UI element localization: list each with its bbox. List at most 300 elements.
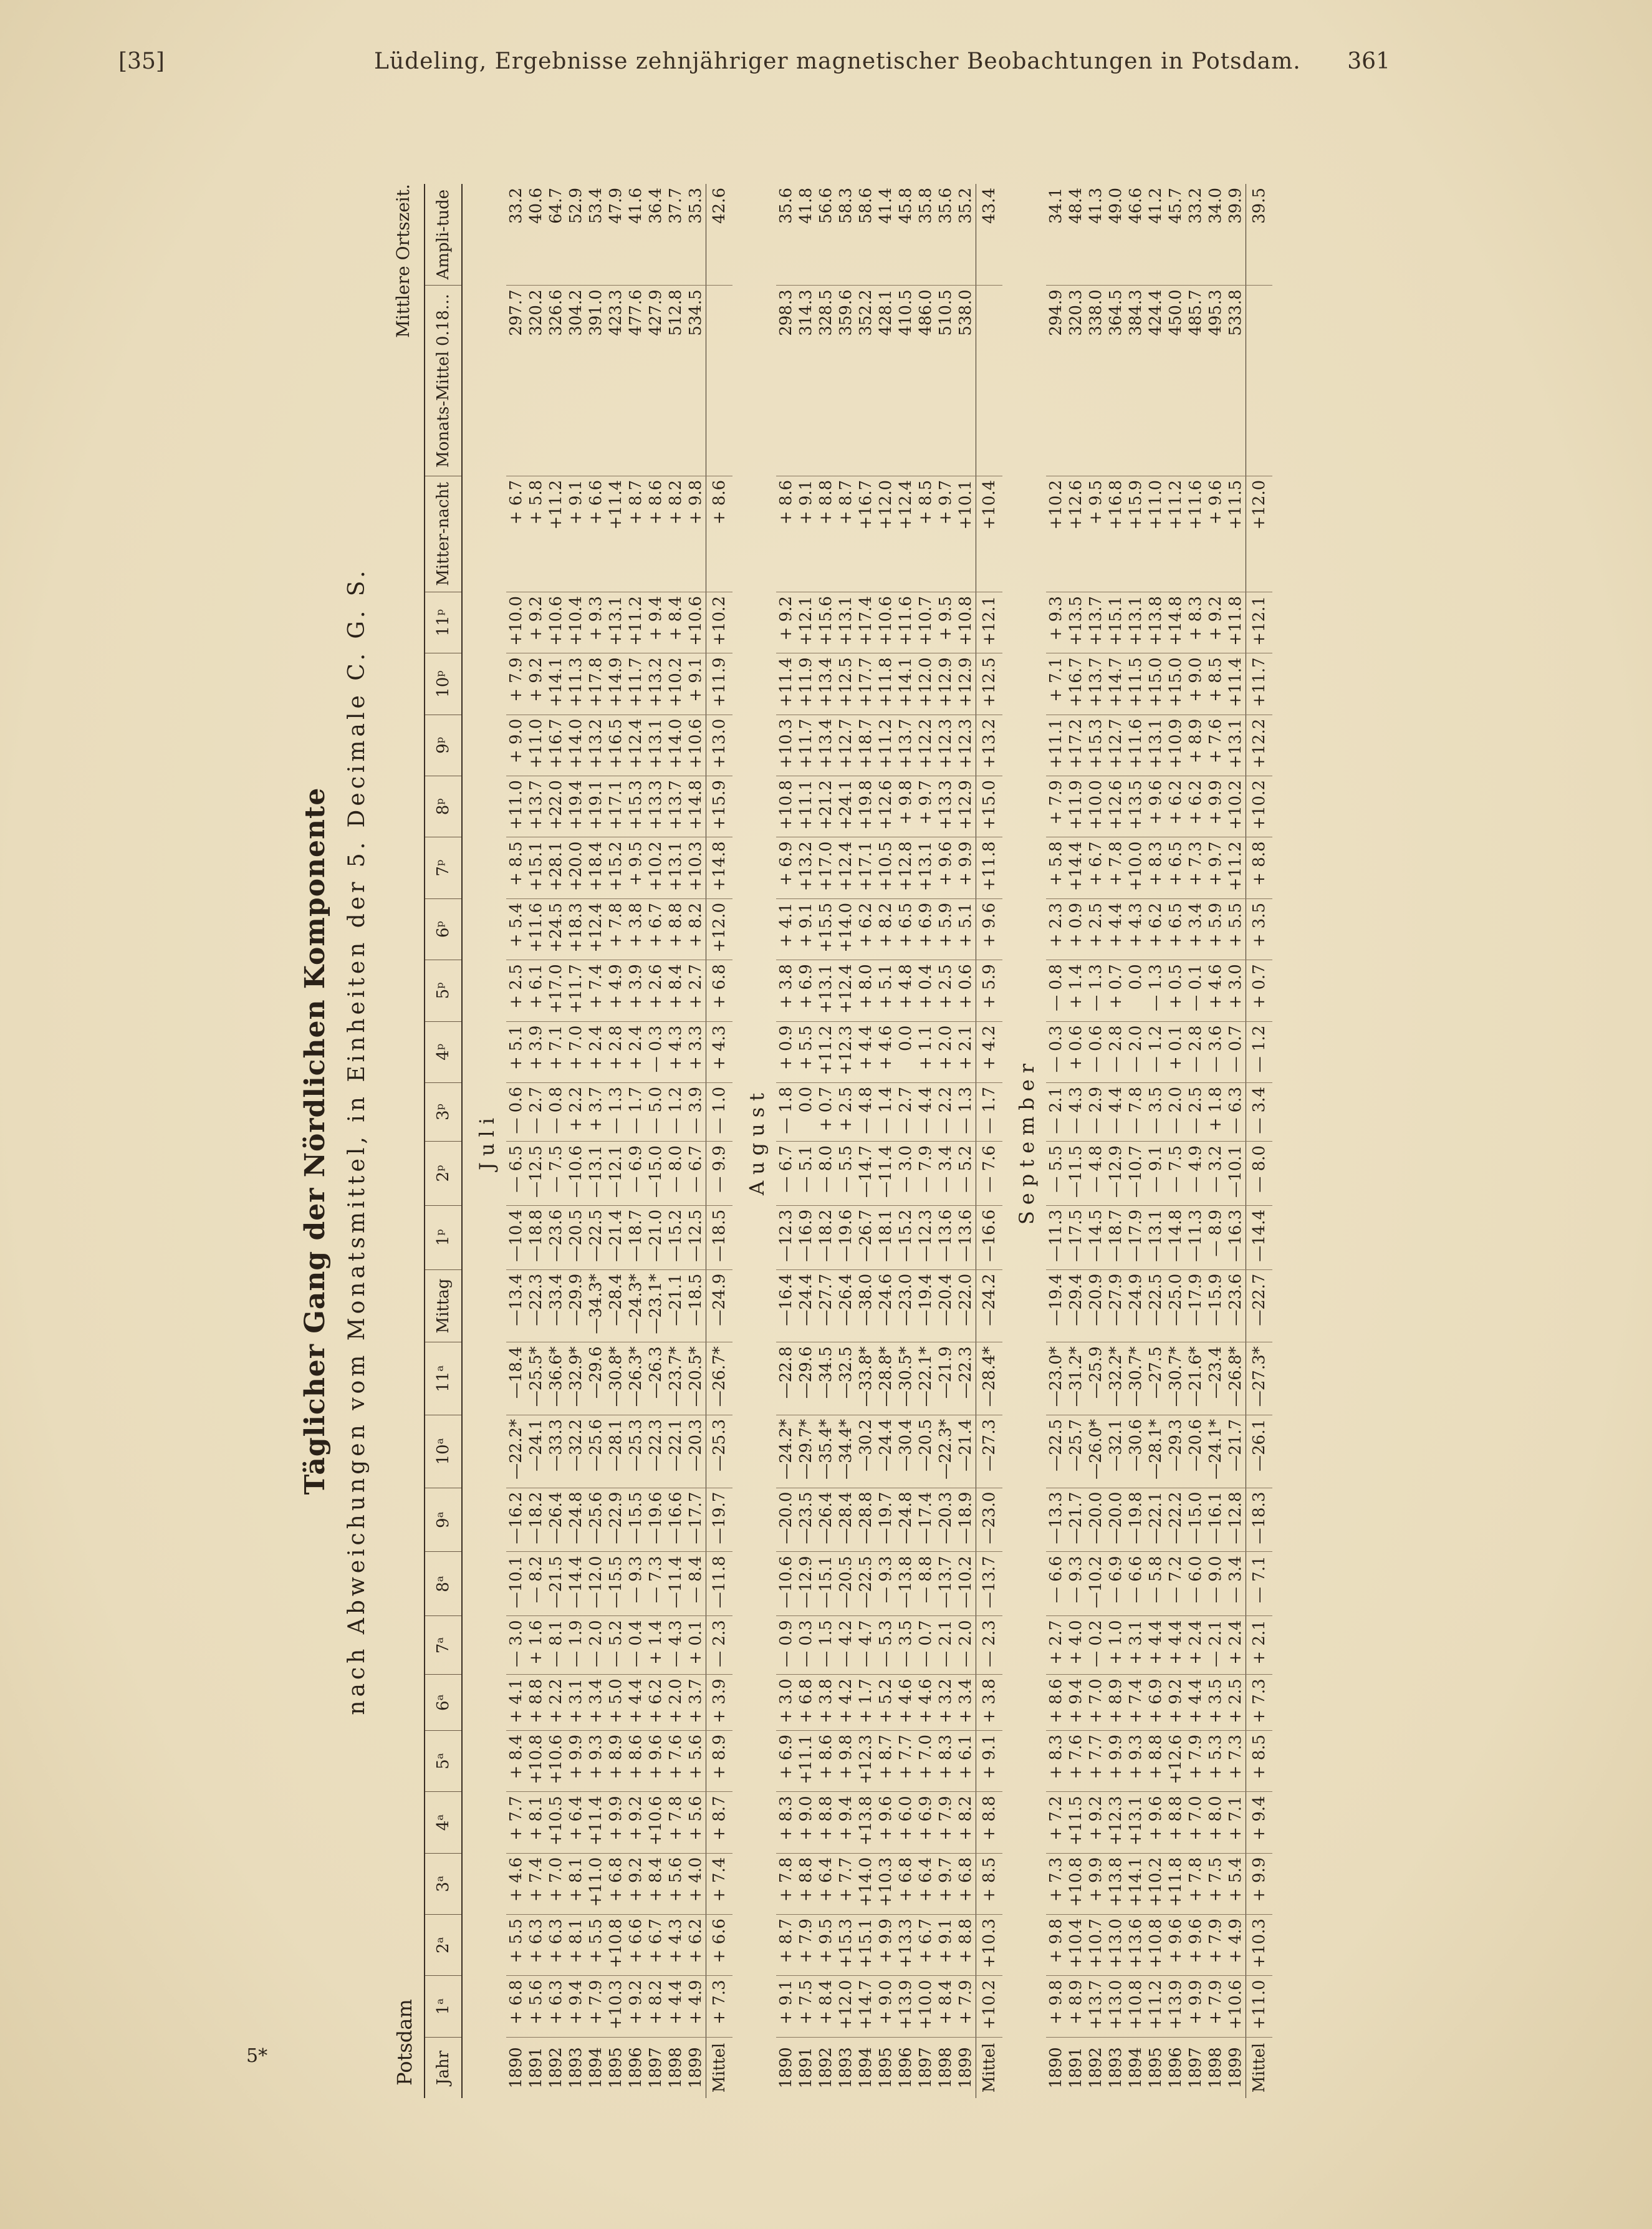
table-cell: + 3.1 xyxy=(1126,1616,1146,1675)
table-cell: +17.2 xyxy=(1066,715,1086,776)
table-cell: — 2.7 xyxy=(896,1083,916,1142)
table-title: Täglicher Gang der Nördlichen Komponente xyxy=(299,787,331,1495)
table-cell: +12.1 xyxy=(796,592,816,653)
table-cell: + 4.6 xyxy=(896,1675,916,1731)
table-cell: + 3.4 xyxy=(1186,898,1206,960)
row-label: 1899 xyxy=(1226,2037,1246,2098)
table-cell: +14.0 xyxy=(856,1853,876,1914)
table-cell: —22.5 xyxy=(1146,1269,1166,1342)
table-cell: + 8.6 xyxy=(646,476,666,592)
column-header: 5ᵃ xyxy=(425,1730,462,1791)
table-cell: +12.4 xyxy=(896,476,916,592)
table-cell: + 2.2 xyxy=(566,1083,586,1142)
table-cell: +10.6 xyxy=(546,1730,566,1791)
table-cell: —34.3* xyxy=(586,1269,606,1342)
table-row xyxy=(896,184,916,2098)
table-cell: — 4.7 xyxy=(856,1616,876,1675)
table-cell: +12.2 xyxy=(1246,715,1273,776)
table-cell: —30.4 xyxy=(896,1415,916,1488)
station-label: Potsdam xyxy=(393,1999,416,2086)
table-cell: + 3.2 xyxy=(936,1675,956,1731)
table-cell: + 6.7 xyxy=(646,1915,666,1976)
table-cell: —21.5 xyxy=(546,1552,566,1616)
table-row xyxy=(646,184,666,2098)
table-cell: +11.4 xyxy=(586,1792,606,1853)
table-cell: + 7.9 xyxy=(586,1976,606,2037)
table-cell: + 5.3 xyxy=(1206,1730,1226,1791)
table-cell: —19.7 xyxy=(706,1488,733,1552)
table-cell: —22.7 xyxy=(1246,1269,1273,1342)
table-cell: +12.9 xyxy=(936,653,956,715)
table-cell: +14.8 xyxy=(686,776,706,837)
table-cell: —29.6 xyxy=(796,1342,816,1415)
table-cell: + 3.1 xyxy=(566,1675,586,1731)
table-cell: —29.4 xyxy=(1066,1269,1086,1342)
table-cell: +12.5 xyxy=(976,653,1003,715)
table-cell: +22.0 xyxy=(546,776,566,837)
table-cell: — 3.0 xyxy=(506,1616,526,1675)
table-cell: + 6.3 xyxy=(546,1976,566,2037)
table-cell: + 8.1 xyxy=(566,1853,586,1914)
table-cell: —32.1 xyxy=(1106,1415,1126,1488)
table-cell: 0.0 xyxy=(896,1021,916,1082)
table-cell: +10.8 xyxy=(526,1730,546,1791)
table-cell: + 9.9 xyxy=(1206,776,1226,837)
table-cell: + 9.9 xyxy=(1246,1853,1273,1914)
row-label: 1892 xyxy=(546,2037,566,2098)
mean-row xyxy=(976,184,1003,2098)
table-cell: + 8.4 xyxy=(506,1730,526,1791)
table-cell: + 6.2 xyxy=(646,1675,666,1731)
table-cell: —23.1* xyxy=(646,1269,666,1342)
table-cell: + 6.1 xyxy=(956,1730,976,1791)
table-cell: —11.5 xyxy=(1066,1142,1086,1206)
table-cell: +12.4 xyxy=(836,837,856,898)
table-cell: +19.8 xyxy=(856,776,876,837)
table-cell: +12.6 xyxy=(1166,1730,1186,1791)
table-row xyxy=(1186,184,1206,2098)
table-cell: + 2.4 xyxy=(586,1021,606,1082)
table-cell: —32.2 xyxy=(566,1415,586,1488)
table-row xyxy=(566,184,586,2098)
table-cell: —27.5 xyxy=(1146,1342,1166,1415)
table-cell: 0.0 xyxy=(1126,960,1146,1021)
table-cell: —13.6 xyxy=(956,1205,976,1269)
table-cell: — 2.7 xyxy=(526,1083,546,1142)
table-cell: 364.5 xyxy=(1106,286,1126,476)
table-cell: +11.2 xyxy=(546,476,566,592)
column-header: 10ᵖ xyxy=(425,653,462,715)
table-cell: —10.1 xyxy=(506,1552,526,1616)
table-cell: + 8.6 xyxy=(776,476,796,592)
table-cell: + 9.6 xyxy=(976,898,1003,960)
table-cell: + 5.5 xyxy=(1226,898,1246,960)
table-cell: —26.7 xyxy=(856,1205,876,1269)
table-cell: 450.0 xyxy=(1166,286,1186,476)
mean-row xyxy=(706,184,733,2098)
table-cell: — 7.9 xyxy=(916,1142,936,1206)
table-cell: + 6.0 xyxy=(896,1792,916,1853)
table-cell: —19.4 xyxy=(1046,1269,1066,1342)
table-cell: — 1.3 xyxy=(1146,960,1166,1021)
table-cell: + 4.2 xyxy=(836,1675,856,1731)
table-cell: + 8.2 xyxy=(876,898,896,960)
table-cell: + 9.2 xyxy=(1166,1675,1186,1731)
table-cell: — 1.4 xyxy=(876,1083,896,1142)
table-cell: + 0.5 xyxy=(1166,960,1186,1021)
table-cell: — 2.1 xyxy=(936,1616,956,1675)
table-cell: + 8.5 xyxy=(1206,653,1226,715)
table-cell: +10.2 xyxy=(646,837,666,898)
table-cell: + 9.5 xyxy=(816,1915,836,1976)
table-cell: +11.6 xyxy=(526,898,546,960)
table-cell: +11.7 xyxy=(796,715,816,776)
table-cell: + 4.3 xyxy=(666,1021,686,1082)
table-cell: 304.2 xyxy=(566,286,586,476)
row-label: 1893 xyxy=(836,2037,856,2098)
table-cell: + 6.5 xyxy=(1166,898,1186,960)
table-cell: + 3.9 xyxy=(626,960,646,1021)
row-label: Mittel xyxy=(706,2037,733,2098)
table-cell: — 0.8 xyxy=(1046,960,1066,1021)
table-cell: +10.3 xyxy=(1246,1915,1273,1976)
table-cell: —12.0 xyxy=(586,1552,606,1616)
table-cell: + 3.0 xyxy=(776,1675,796,1731)
table-cell: + 7.6 xyxy=(666,1730,686,1791)
table-row xyxy=(1206,184,1226,2098)
table-cell: + 9.5 xyxy=(936,592,956,653)
table-cell: +15.1 xyxy=(526,837,546,898)
time-label: Mittlere Ortszeit. xyxy=(393,184,413,338)
table-cell: — 9.1 xyxy=(1146,1142,1166,1206)
column-header: 7ᵃ xyxy=(425,1616,462,1675)
table-cell: + 1.7 xyxy=(856,1675,876,1731)
table-cell: —26.3 xyxy=(646,1342,666,1415)
table-cell: +10.6 xyxy=(646,1792,666,1853)
table-cell: + 9.2 xyxy=(626,1976,646,2037)
table-cell: + 8.8 xyxy=(1146,1730,1166,1791)
table-cell: 297.7 xyxy=(506,286,526,476)
table-cell: + 9.1 xyxy=(776,1976,796,2037)
table-cell: + 8.8 xyxy=(666,898,686,960)
table-cell: + 8.5 xyxy=(916,476,936,592)
table-cell: + 9.9 xyxy=(606,1792,626,1853)
table-cell: + 1.4 xyxy=(646,1616,666,1675)
table-cell: + 9.1 xyxy=(686,653,706,715)
table-cell: — 6.0 xyxy=(1186,1552,1206,1616)
table-cell: — 2.2 xyxy=(936,1083,956,1142)
table-cell: +12.8 xyxy=(896,837,916,898)
table-cell: — 2.9 xyxy=(1086,1083,1106,1142)
table-row xyxy=(1066,184,1086,2098)
table-cell: +15.6 xyxy=(816,592,836,653)
table-cell: —22.1 xyxy=(1146,1488,1166,1552)
table-cell: +15.3 xyxy=(1086,715,1106,776)
table-cell: —20.3 xyxy=(686,1415,706,1488)
table-cell: +12.4 xyxy=(626,715,646,776)
table-cell: —26.4 xyxy=(816,1488,836,1552)
table-cell: —14.4 xyxy=(566,1552,586,1616)
table-cell: + 6.3 xyxy=(546,1915,566,1976)
month-heading-row xyxy=(732,184,776,2098)
table-cell: + 4.0 xyxy=(1066,1616,1086,1675)
table-cell: — 5.2 xyxy=(956,1142,976,1206)
table-cell: +13.0 xyxy=(1106,1976,1126,2037)
table-cell: 298.3 xyxy=(776,286,796,476)
table-cell: — 9.0 xyxy=(1206,1552,1226,1616)
table-cell: — 7.5 xyxy=(546,1142,566,1206)
table-cell: —13.8 xyxy=(896,1552,916,1616)
table-cell: — 1.3 xyxy=(606,1083,626,1142)
table-cell: +13.7 xyxy=(1086,1976,1106,2037)
table-cell: —21.7 xyxy=(1226,1415,1246,1488)
table-cell: + 4.9 xyxy=(686,1976,706,2037)
table-cell: —11.3 xyxy=(1046,1205,1066,1269)
table-cell: —20.3 xyxy=(936,1488,956,1552)
table-cell: —22.3 xyxy=(646,1415,666,1488)
table-cell: + 9.2 xyxy=(526,653,546,715)
table-row xyxy=(776,184,796,2098)
table-cell: —20.0 xyxy=(776,1488,796,1552)
table-cell: 352.2 xyxy=(856,286,876,476)
table-cell: —26.7* xyxy=(706,1342,733,1415)
table-cell: 410.5 xyxy=(896,286,916,476)
table-cell: 427.9 xyxy=(646,286,666,476)
table-cell: + 9.2 xyxy=(1086,1792,1106,1853)
table-cell: —23.4 xyxy=(1206,1342,1226,1415)
table-cell: 36.4 xyxy=(646,188,665,224)
table-cell: — 7.2 xyxy=(1166,1552,1186,1616)
table-cell: —24.6 xyxy=(876,1269,896,1342)
table-cell: + 2.8 xyxy=(606,1021,626,1082)
table-cell: +15.9 xyxy=(706,776,733,837)
table-cell: —20.5 xyxy=(916,1415,936,1488)
table-cell: + 6.9 xyxy=(796,960,816,1021)
table-cell: + 9.8 xyxy=(686,476,706,592)
table-cell: —13.3 xyxy=(1046,1488,1066,1552)
table-cell: —32.9* xyxy=(566,1342,586,1415)
table-cell: — 4.3 xyxy=(666,1616,686,1675)
table-cell: — 4.2 xyxy=(836,1616,856,1675)
table-row xyxy=(546,184,566,2098)
table-cell: +13.4 xyxy=(816,715,836,776)
table-cell: + 8.9 xyxy=(606,1730,626,1791)
table-cell: 40.6 xyxy=(527,188,545,224)
table-cell: + 2.0 xyxy=(666,1675,686,1731)
table-cell: —17.4 xyxy=(916,1488,936,1552)
table-cell: +11.9 xyxy=(706,653,733,715)
table-cell: — 3.6 xyxy=(1206,1021,1226,1082)
table-cell: 338.0 xyxy=(1086,286,1106,476)
table-cell: 46.6 xyxy=(1126,188,1145,224)
table-cell: + 1.0 xyxy=(1106,1616,1126,1675)
table-cell: + 7.1 xyxy=(1046,653,1066,715)
table-cell: +13.3 xyxy=(896,1915,916,1976)
table-cell: +10.8 xyxy=(776,776,796,837)
table-cell: + 8.5 xyxy=(1246,1730,1273,1791)
table-cell: —10.6 xyxy=(776,1552,796,1616)
table-cell: —31.2* xyxy=(1066,1342,1086,1415)
table-cell: —22.9 xyxy=(606,1488,626,1552)
table-cell: +21.2 xyxy=(816,776,836,837)
table-cell: + 4.6 xyxy=(876,1021,896,1082)
table-row xyxy=(1086,184,1106,2098)
table-row xyxy=(936,184,956,2098)
table-cell: +17.4 xyxy=(856,592,876,653)
row-label: 1899 xyxy=(686,2037,706,2098)
table-cell: +11.2 xyxy=(626,592,646,653)
table-cell: — 0.3 xyxy=(796,1616,816,1675)
table-cell: +10.1 xyxy=(956,476,976,592)
table-cell: +18.3 xyxy=(566,898,586,960)
table-cell: + 8.1 xyxy=(566,1915,586,1976)
page-section-number: [35] xyxy=(118,49,165,74)
column-header: 3ᵃ xyxy=(425,1853,462,1914)
table-cell: + 8.8 xyxy=(1246,837,1273,898)
table-cell: —12.1 xyxy=(606,1142,626,1206)
table-cell: + 7.9 xyxy=(1206,1976,1226,2037)
table-cell: —12.5 xyxy=(526,1142,546,1206)
table-cell: + 4.4 xyxy=(626,1675,646,1731)
table-cell: + 5.6 xyxy=(666,1853,686,1914)
table-cell: + 3.7 xyxy=(586,1083,606,1142)
table-cell: —32.5 xyxy=(836,1342,856,1415)
table-cell: +10.0 xyxy=(506,592,526,653)
table-cell: —30.8* xyxy=(606,1342,626,1415)
table-cell: — 5.5 xyxy=(836,1142,856,1206)
table-cell: +11.1 xyxy=(796,776,816,837)
month-heading: August xyxy=(745,1086,769,1196)
table-cell: — 1.3 xyxy=(956,1083,976,1142)
table-cell: + 2.3 xyxy=(1046,898,1066,960)
table-cell: + 8.6 xyxy=(816,1730,836,1791)
table-cell: +15.1 xyxy=(1106,592,1126,653)
table-cell: + 5.5 xyxy=(796,1021,816,1082)
table-cell: —18.2 xyxy=(526,1488,546,1552)
table-cell: —17.7 xyxy=(686,1488,706,1552)
table-cell: + 2.5 xyxy=(1086,898,1106,960)
table-cell: + 6.1 xyxy=(526,960,546,1021)
table-cell: — 3.5 xyxy=(1146,1083,1166,1142)
table-cell: +15.3 xyxy=(626,776,646,837)
table-cell: —18.8 xyxy=(526,1205,546,1269)
table-cell: — 7.1 xyxy=(1246,1552,1273,1616)
table-cell: + 7.6 xyxy=(1206,715,1226,776)
table-cell: + 9.0 xyxy=(876,1976,896,2037)
table-cell: — 1.2 xyxy=(1146,1021,1166,1082)
row-label: 1895 xyxy=(876,2037,896,2098)
table-cell: +10.2 xyxy=(976,1976,1003,2037)
table-cell: + 4.3 xyxy=(666,1915,686,1976)
table-row xyxy=(506,184,526,2098)
table-cell: +12.0 xyxy=(706,898,733,960)
table-cell: —26.3* xyxy=(626,1342,646,1415)
table-cell: + 5.9 xyxy=(1206,898,1226,960)
column-header: Jahr xyxy=(425,2037,462,2098)
table-cell: — 0.4 xyxy=(626,1616,646,1675)
month-heading: September xyxy=(1015,1057,1039,1225)
table-cell: —25.9 xyxy=(1086,1342,1106,1415)
table-cell: + 7.3 xyxy=(1226,1730,1246,1791)
table-cell: +16.7 xyxy=(1066,653,1086,715)
table-cell: +13.1 xyxy=(1146,715,1166,776)
table-cell: + 5.1 xyxy=(876,960,896,1021)
table-cell: + 4.8 xyxy=(896,960,916,1021)
table-cell: 538.0 xyxy=(956,286,976,476)
table-cell: + 5.0 xyxy=(606,1675,626,1731)
table-cell: + 4.6 xyxy=(506,1853,526,1914)
table-row xyxy=(856,184,876,2098)
row-label: 1890 xyxy=(1046,2037,1066,2098)
table-cell: +16.7 xyxy=(856,476,876,592)
row-label: 1891 xyxy=(526,2037,546,2098)
table-cell: + 4.4 xyxy=(1146,1616,1166,1675)
table-cell: + 8.2 xyxy=(666,476,686,592)
table-cell: + 2.7 xyxy=(686,960,706,1021)
table-cell: +17.8 xyxy=(586,653,606,715)
table-row xyxy=(876,184,896,2098)
table-cell: — 6.9 xyxy=(626,1142,646,1206)
table-cell: 320.2 xyxy=(526,286,546,476)
row-label: 1892 xyxy=(816,2037,836,2098)
table-cell: + 7.1 xyxy=(1226,1792,1246,1853)
table-cell: — 0.6 xyxy=(1086,1021,1106,1082)
table-cell: + 9.9 xyxy=(876,1915,896,1976)
column-header: 6ᵃ xyxy=(425,1675,462,1731)
table-cell: +13.0 xyxy=(1106,1915,1126,1976)
table-cell: + 8.7 xyxy=(836,476,856,592)
table-cell: +12.0 xyxy=(836,1976,856,2037)
table-cell: + 7.4 xyxy=(706,1853,733,1914)
table-cell: + 1.6 xyxy=(526,1616,546,1675)
table-cell: +12.0 xyxy=(876,476,896,592)
table-cell: +14.1 xyxy=(1126,1853,1146,1914)
table-cell: + 0.7 xyxy=(1106,960,1126,1021)
table-cell: + 7.9 xyxy=(1206,1915,1226,1976)
table-cell: + 7.7 xyxy=(1086,1730,1106,1791)
table-cell: + 4.1 xyxy=(776,898,796,960)
table-cell: + 3.8 xyxy=(816,1675,836,1731)
table-cell: — 2.1 xyxy=(1206,1616,1226,1675)
table-cell xyxy=(1246,286,1273,476)
table-cell: — 3.0 xyxy=(896,1142,916,1206)
table-cell: + 3.4 xyxy=(956,1675,976,1731)
table-cell: +17.7 xyxy=(856,653,876,715)
table-cell: + 6.2 xyxy=(1186,776,1206,837)
table-cell: + 4.2 xyxy=(976,1021,1003,1082)
table-cell: 477.6 xyxy=(626,286,646,476)
table-cell: 34.0 xyxy=(1206,188,1225,224)
table-cell: —27.7 xyxy=(816,1269,836,1342)
table-cell: —28.1* xyxy=(1146,1415,1166,1488)
table-cell: +12.6 xyxy=(1106,776,1126,837)
table-cell: +12.9 xyxy=(956,653,976,715)
table-cell: —10.7 xyxy=(1126,1142,1146,1206)
table-cell: +11.5 xyxy=(1066,1792,1086,1853)
table-cell: +12.7 xyxy=(1106,715,1126,776)
table-cell: + 7.7 xyxy=(896,1730,916,1791)
table-cell: 495.3 xyxy=(1206,286,1226,476)
table-subtitle: nach Abweichungen vom Monatsmittel, in Einheiten der 5. Decimale C. G. S. xyxy=(344,567,370,1715)
table-cell: + 7.9 xyxy=(506,653,526,715)
table-cell: —24.9 xyxy=(1126,1269,1146,1342)
table-cell: +13.1 xyxy=(916,837,936,898)
page-number: 361 xyxy=(1347,49,1390,74)
table-cell: +10.8 xyxy=(956,592,976,653)
table-cell: 41.2 xyxy=(1146,188,1165,224)
table-cell: + 8.4 xyxy=(666,960,686,1021)
table-cell: + 9.2 xyxy=(626,1853,646,1914)
